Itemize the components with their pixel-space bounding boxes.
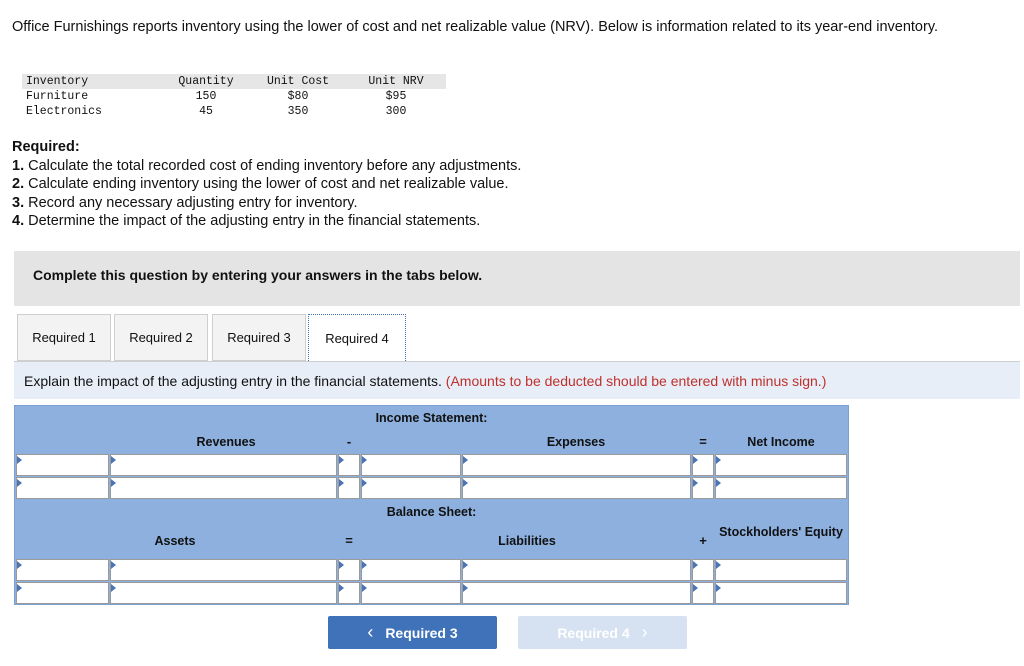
prev-required-button[interactable]: [328, 616, 497, 649]
liabilities-label-input-2[interactable]: [361, 582, 461, 604]
required-item-number: 3.: [12, 194, 25, 211]
assets-header: Assets: [154, 534, 196, 548]
liabilities-input-2[interactable]: [462, 582, 691, 604]
required-item: [12, 157, 521, 176]
plus-cell-2: [692, 582, 714, 604]
instruction-line: [24, 373, 826, 389]
liabilities-label-input-1[interactable]: [361, 559, 461, 581]
required-item: [12, 194, 521, 213]
row-quantity: 45: [199, 105, 213, 118]
required-section: [12, 138, 521, 231]
income-label-input-1[interactable]: [16, 454, 109, 476]
next-required-button[interactable]: [518, 616, 687, 649]
plus-operator: +: [699, 533, 707, 548]
row-unit-nrv: 300: [385, 105, 407, 118]
prev-button-label: Required 3: [385, 624, 458, 641]
liabilities-input-1[interactable]: [462, 559, 691, 581]
minus-cell-1: [338, 454, 360, 476]
required-item-text: Record any necessary adjusting entry for inventory.: [28, 194, 358, 211]
required-item-text: Calculate ending inventory using the lower of cost and net realizable value.: [28, 176, 509, 192]
required-item-number: 4.: [12, 213, 25, 229]
row-quantity: 150: [195, 90, 217, 103]
equals-operator: =: [699, 434, 707, 449]
inventory-table: [22, 74, 446, 119]
complete-banner: [14, 251, 1020, 306]
complete-banner-text: Complete this question by entering your answers in the tabs below.: [33, 267, 483, 283]
row-unit-cost: $80: [287, 90, 309, 103]
tab-required-3[interactable]: Required 3: [212, 314, 306, 361]
net-income-input-1[interactable]: [715, 454, 847, 476]
chevron-left-icon: ‹: [367, 622, 374, 642]
minus-cell-2: [338, 477, 360, 499]
table-row: [22, 104, 446, 119]
required-item-number: 1.: [12, 157, 25, 174]
balance-sheet-title: Balance Sheet:: [386, 505, 477, 519]
net-income-input-2[interactable]: [715, 477, 847, 499]
header-unit-nrv: Unit NRV: [346, 74, 446, 89]
revenues-input-1[interactable]: [110, 454, 337, 476]
required-item-text: Determine the impact of the adjusting entry in the financial statements.: [28, 213, 481, 229]
equity-input-1[interactable]: [715, 559, 847, 581]
expenses-header: Expenses: [546, 435, 606, 449]
row-label: Electronics: [26, 105, 102, 118]
minus-operator: -: [346, 434, 352, 449]
income-label-input-2[interactable]: [16, 477, 109, 499]
expenses-input-1[interactable]: [462, 454, 691, 476]
instruction-text: Explain the impact of the adjusting entry in the financial statements.: [24, 373, 442, 389]
header-unit-cost: Unit Cost: [250, 74, 346, 89]
header-inventory: Inventory: [22, 74, 162, 89]
financial-impact-grid: [14, 405, 849, 605]
instruction-note: (Amounts to be deducted should be entered with minus sign.): [445, 373, 827, 389]
revenues-header: Revenues: [196, 435, 256, 449]
row-unit-nrv: $95: [385, 90, 407, 103]
plus-cell-1: [692, 559, 714, 581]
equals-operator: =: [345, 533, 353, 548]
required-item-text: Calculate the total recorded cost of ending inventory before any adjustments.: [28, 157, 522, 174]
tab-required-4[interactable]: Required 4: [308, 314, 406, 361]
required-item-number: 2.: [12, 176, 25, 192]
inventory-table-header: [22, 74, 446, 89]
required-item: [12, 175, 521, 194]
revenues-input-2[interactable]: [110, 477, 337, 499]
row-label: Furniture: [26, 90, 89, 103]
balance-label-input-1[interactable]: [16, 559, 109, 581]
tab-required-2[interactable]: Required 2: [114, 314, 208, 361]
chevron-right-icon: ›: [641, 622, 648, 642]
assets-input-1[interactable]: [110, 559, 337, 581]
row-unit-cost: 350: [287, 105, 309, 118]
table-row: [22, 89, 446, 104]
tab-required-1[interactable]: Required 1: [17, 314, 111, 361]
stockholders-equity-header: Stockholders' Equity: [719, 525, 843, 539]
header-quantity: Quantity: [162, 74, 250, 89]
liabilities-header: Liabilities: [498, 534, 556, 548]
assets-input-2[interactable]: [110, 582, 337, 604]
expenses-input-2[interactable]: [462, 477, 691, 499]
required-item: [12, 212, 521, 231]
next-button-label: Required 4: [557, 624, 630, 641]
expenses-label-input-2[interactable]: [361, 477, 461, 499]
equals-cell-3: [338, 559, 360, 581]
balance-label-input-2[interactable]: [16, 582, 109, 604]
equals-cell-2: [692, 477, 714, 499]
net-income-header: Net Income: [747, 435, 815, 449]
equals-cell-1: [692, 454, 714, 476]
equity-input-2[interactable]: [715, 582, 847, 604]
required-title: Required:: [12, 139, 80, 155]
equals-cell-4: [338, 582, 360, 604]
income-statement-title: Income Statement:: [375, 411, 488, 425]
intro-text: Office Furnishings reports inventory using the lower of cost and net realizable value (NRV). Below is information related to its year-end inventory.: [12, 19, 939, 35]
expenses-label-input-1[interactable]: [361, 454, 461, 476]
instruction-bar: [14, 362, 1020, 399]
